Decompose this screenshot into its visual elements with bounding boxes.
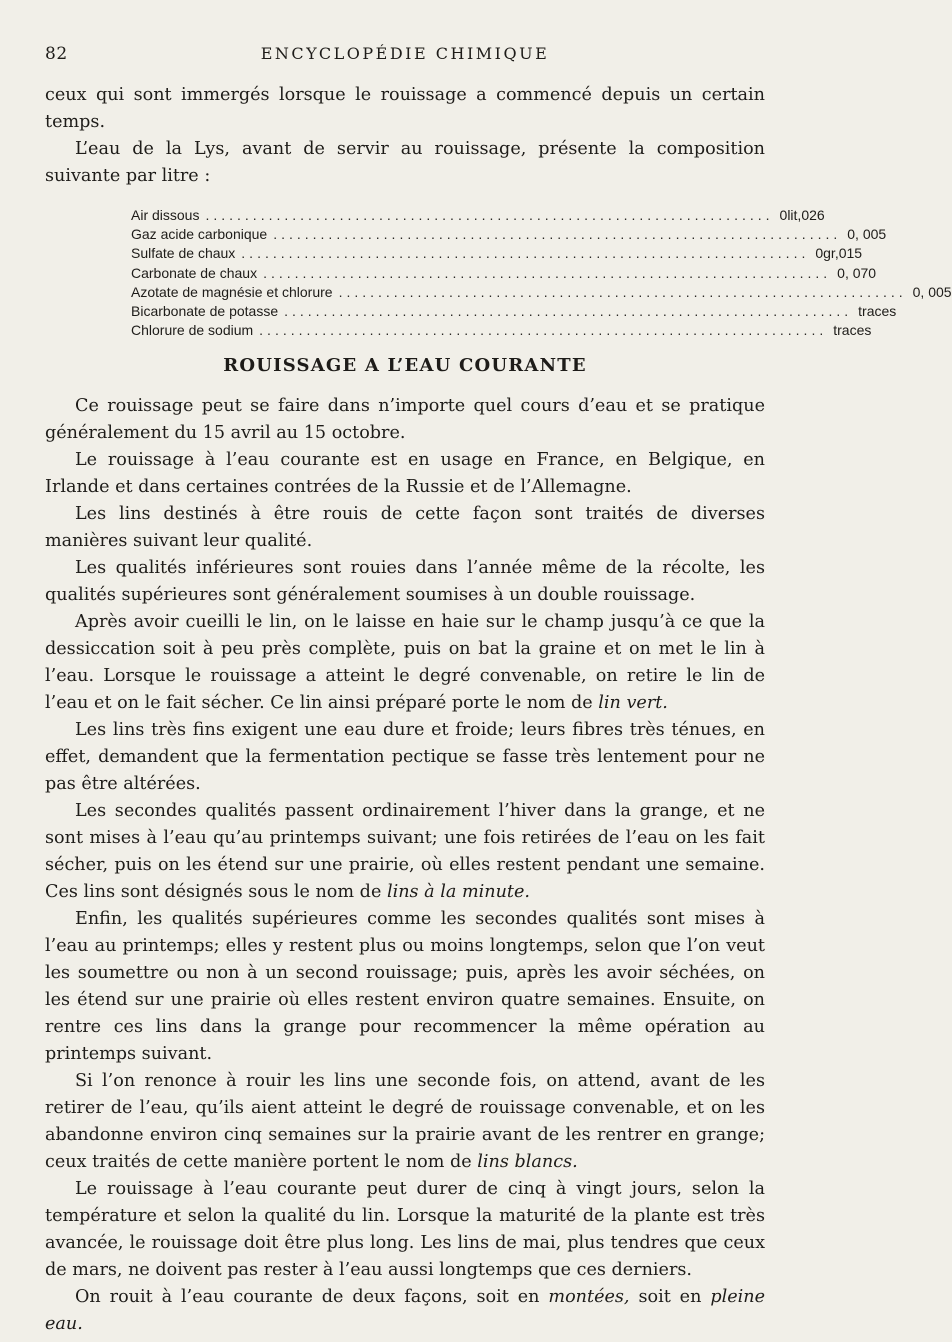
italic-term: pleine eau. <box>45 1287 766 1335</box>
paragraph: Les lins destinés à être rouis de cette façon sont traités de diverses manières suivant leur qualité. <box>45 504 765 552</box>
leader-dots: ........................................................................ <box>284 303 853 320</box>
paragraph: Enfin, les qualités supérieures comme les secondes qualités sont mises à l’eau au printemps; elles y restent plus ou moins longtemps, selon que l’on veut les soumettre ou non à un second rouissage; puis, après les avoir séchées, on les étend sur une prairie où elles restent environ quatre semaines. Ensuite, on rentre ces lins dans la grange pour recommencer la même opération au printemps suivant. <box>45 909 765 1065</box>
leader-dots: ........................................................................ <box>241 245 810 262</box>
paragraph: Ce rouissage peut se faire dans n’importe quel cours d’eau et se pratique généralement du 15 avril au 15 octobre. <box>45 396 765 444</box>
paragraph: Le rouissage à l’eau courante est en usage en France, en Belgique, en Irlande et dans certaines contrées de la Russie et de l’Allemagne. <box>45 450 765 498</box>
italic-term: montées, <box>548 1287 630 1308</box>
running-title: ENCYCLOPÉDIE CHIMIQUE <box>260 44 550 63</box>
paragraph <box>45 1068 765 1176</box>
paragraph-text: On rouit à l’eau courante de deux façons, soit en <box>75 1287 540 1308</box>
leader-dots: ........................................................................ <box>263 264 832 281</box>
paragraph: L’eau de la Lys, avant de servir au rouissage, présente la composition suivante par litre : <box>45 139 765 186</box>
body-text <box>45 82 952 1338</box>
composition-label: Chlorure de sodium <box>131 322 254 339</box>
leader-dots: ........................................................................ <box>273 226 842 243</box>
composition-value: 0, 070 <box>837 264 877 281</box>
paragraph-text: Les secondes qualités passent ordinairement l’hiver dans la grange, et ne sont mises à l’eau qu’au printemps suivant; une fois retirées de l’eau on les fait sécher, puis on les étend sur une prairie, où elles restent pendant une semaine. Ces lins sont désignés sous le nom de <box>45 801 765 903</box>
leader-dots: ........................................................................ <box>205 207 774 223</box>
composition-label: Bicarbonate de potasse <box>131 303 279 320</box>
paragraph <box>45 1284 765 1338</box>
paragraph-text: Si l’on renonce à rouir les lins une seconde fois, on attend, avant de les retirer de l’eau, qu’ils aient atteint le degré de rouissage convenable, et on les abandonne environ cinq semaines sur la prairie avant de les rentrer en grange; ceux traités de cette manière portent le nom de <box>45 1071 765 1173</box>
composition-value: 0lit,026 <box>779 207 825 223</box>
italic-term: lins blancs. <box>477 1152 578 1173</box>
composition-label: Air dissous <box>131 207 200 223</box>
composition-label: Gaz acide carbonique <box>131 226 268 243</box>
composition-row <box>131 302 897 321</box>
composition-label: Sulfate de chaux <box>131 245 236 262</box>
composition-label: Azotate de magnésie et chlorure <box>131 283 333 300</box>
page-number: 82 <box>45 44 68 64</box>
composition-label: Carbonate de chaux <box>131 264 258 281</box>
composition-row <box>131 244 863 263</box>
paragraph: Les lins très fins exigent une eau dure et froide; leurs fibres très ténues, en effet, demandent que la fermentation pectique se fasse très lentement pour ne pas être altérées. <box>45 720 765 795</box>
leader-dots: ........................................................................ <box>338 283 907 300</box>
italic-term: lins à la minute. <box>386 882 530 903</box>
paragraph: Le rouissage à l’eau courante peut durer de cinq à vingt jours, selon la température et selon la qualité du lin. Lorsque la maturité de la plante est très avancée, le rouissage doit être plus long. Les lins de mai, plus tendres que ceux de mars, ne doivent pas rester à l’eau aussi longtemps que ces derniers. <box>45 1179 765 1281</box>
italic-term: lin vert. <box>598 693 668 714</box>
composition-table <box>131 206 952 340</box>
composition-value: traces <box>833 322 872 339</box>
composition-value: 0gr,015 <box>815 245 863 262</box>
composition-row <box>131 264 877 283</box>
paragraph: ceux qui sont immergés lorsque le rouissage a commencé depuis un certain temps. <box>45 85 765 132</box>
page-header <box>45 44 765 72</box>
composition-value: traces <box>858 303 897 320</box>
composition-value: 0, 005 <box>847 226 887 243</box>
composition-row <box>131 206 825 225</box>
composition-row <box>131 225 887 244</box>
composition-row <box>131 283 952 302</box>
paragraph-text: Après avoir cueilli le lin, on le laisse en haie sur le champ jusqu’à ce que la dessiccation soit à peu près complète, puis on bat la graine et on met le lin à l’eau. Lorsque le rouissage a atteint le degré convenable, on retire le lin de l’eau et on le fait sécher. Ce lin ainsi préparé porte le nom de <box>45 612 765 714</box>
paragraph <box>45 609 765 717</box>
paragraph <box>45 798 765 906</box>
section-heading: ROUISSAGE A L’EAU COURANTE <box>223 355 587 377</box>
leader-dots: ........................................................................ <box>259 322 828 339</box>
paragraph: Les qualités inférieures sont rouies dans l’année même de la récolte, les qualités supérieures sont généralement soumises à un double rouissage. <box>45 558 765 606</box>
composition-row <box>131 321 872 340</box>
composition-value: 0, 005 <box>912 283 952 300</box>
paragraph-text: soit en <box>638 1287 702 1308</box>
